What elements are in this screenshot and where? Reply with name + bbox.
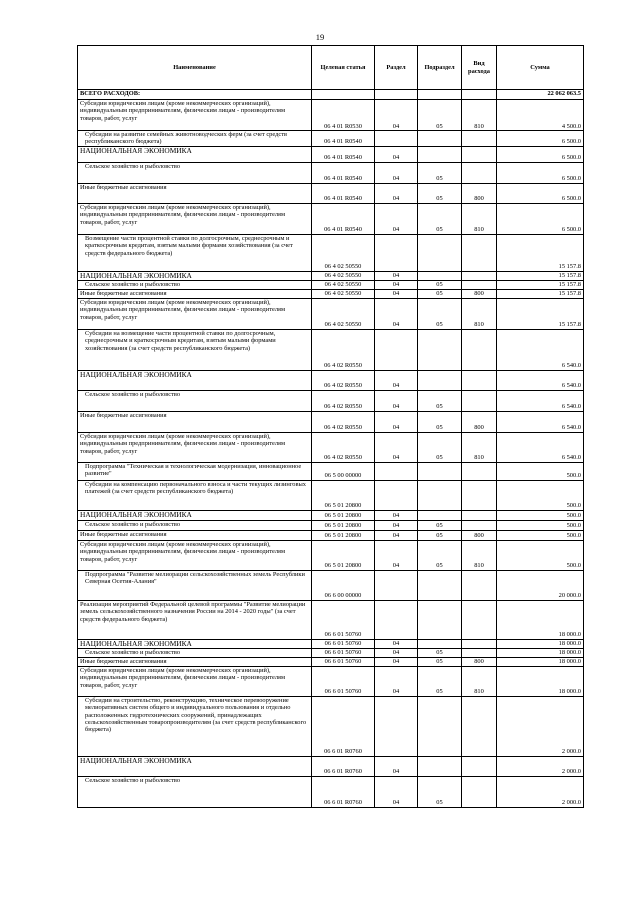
cell-expense-type [462, 146, 497, 162]
cell-target: 06 4 01 R0540 [312, 203, 375, 234]
table-row [78, 510, 584, 520]
cell-target: 06 6 01 50760 [312, 666, 375, 696]
cell-expense-type [462, 600, 497, 639]
cell-expense-type: 810 [462, 540, 497, 570]
cell-target: 06 6 01 50760 [312, 639, 375, 648]
cell-name: Сельское хозяйство и рыболовство [78, 162, 312, 183]
cell-section: 04 [375, 280, 418, 289]
table-row [78, 100, 584, 131]
cell-target: 06 6 01 50760 [312, 600, 375, 639]
cell-sum: 6 540.0 [497, 411, 584, 432]
cell-target: 06 4 02 R0550 [312, 329, 375, 370]
cell-subsection: 05 [418, 280, 462, 289]
header-name: Наименование [78, 46, 312, 90]
cell-subsection: 05 [418, 390, 462, 411]
cell-name: Сельское хозяйство и рыболовство [78, 520, 312, 530]
cell-section: 04 [375, 648, 418, 657]
cell-sum: 18 000.0 [497, 639, 584, 648]
cell-section: 04 [375, 203, 418, 234]
cell-expense-type: 810 [462, 100, 497, 131]
cell-sum: 500.0 [497, 530, 584, 540]
cell-subsection: 05 [418, 666, 462, 696]
cell-name: Иные бюджетные ассигнования [78, 183, 312, 203]
cell-sum: 2 000.0 [497, 696, 584, 756]
cell-subsection [418, 510, 462, 520]
cell-target: 06 6 01 R0760 [312, 776, 375, 807]
table-row [78, 234, 584, 271]
cell-subsection: 05 [418, 432, 462, 462]
cell-section: 04 [375, 510, 418, 520]
cell-section: 04 [375, 520, 418, 530]
table-row [78, 520, 584, 530]
cell-target: 06 5 01 20800 [312, 510, 375, 520]
cell-name: Иные бюджетные ассигнования [78, 530, 312, 540]
cell-name: Субсидии юридическим лицам (кроме некоммерческих организаций), индивидуальным предпринимателям, физическим лицам - производителям товаров, работ, услуг [78, 203, 312, 234]
cell-expense-type: 810 [462, 298, 497, 329]
cell-section: 04 [375, 162, 418, 183]
expenditure-table [77, 45, 584, 808]
cell-sum: 6 500.0 [497, 131, 584, 147]
cell-name: НАЦИОНАЛЬНАЯ ЭКОНОМИКА [78, 271, 312, 280]
cell-expense-type [462, 329, 497, 370]
cell-subsection [418, 146, 462, 162]
cell-name: Субсидии юридическим лицам (кроме некоммерческих организаций), индивидуальным предпринимателям, физическим лицам - производителям товаров, работ, услуг [78, 298, 312, 329]
cell-subsection: 05 [418, 776, 462, 807]
cell-expense-type: 800 [462, 289, 497, 298]
cell-expense-type: 810 [462, 666, 497, 696]
cell-sum: 500.0 [497, 480, 584, 510]
cell-name: НАЦИОНАЛЬНАЯ ЭКОНОМИКА [78, 639, 312, 648]
table-row [78, 390, 584, 411]
cell-name: Сельское хозяйство и рыболовство [78, 776, 312, 807]
cell-section: 04 [375, 370, 418, 390]
cell-section: 04 [375, 183, 418, 203]
table-row [78, 776, 584, 807]
cell-name: Сельское хозяйство и рыболовство [78, 648, 312, 657]
page-number: 19 [315, 32, 325, 42]
cell-section: 04 [375, 657, 418, 666]
table-row [78, 203, 584, 234]
cell-expense-type [462, 776, 497, 807]
cell-name: Иные бюджетные ассигнования [78, 657, 312, 666]
cell-section: 04 [375, 100, 418, 131]
cell-subsection [418, 696, 462, 756]
cell-subsection [418, 234, 462, 271]
cell-subsection [418, 570, 462, 600]
cell-subsection: 05 [418, 648, 462, 657]
table-row [78, 131, 584, 147]
cell-subsection: 05 [418, 100, 462, 131]
table-row [78, 329, 584, 370]
cell-subsection: 05 [418, 298, 462, 329]
cell-target: 06 4 02 50550 [312, 271, 375, 280]
cell-target: 06 6 01 R0760 [312, 696, 375, 756]
total-expense-type [462, 90, 497, 100]
cell-section: 04 [375, 540, 418, 570]
header-target: Целевая статья [312, 46, 375, 90]
cell-subsection [418, 271, 462, 280]
cell-subsection [418, 600, 462, 639]
cell-expense-type [462, 390, 497, 411]
cell-name: НАЦИОНАЛЬНАЯ ЭКОНОМИКА [78, 756, 312, 776]
cell-name: Реализация мероприятий Федеральной целевой программы "Развитие мелиорации земель сельскохозяйственного назначения России на 2014 - 2020 годы" (за счет средств федерального бюджета) [78, 600, 312, 639]
cell-name: Сельское хозяйство и рыболовство [78, 390, 312, 411]
cell-section: 04 [375, 530, 418, 540]
cell-sum: 15 157.8 [497, 289, 584, 298]
table-row [78, 540, 584, 570]
cell-name: Сельское хозяйство и рыболовство [78, 280, 312, 289]
cell-sum: 500.0 [497, 520, 584, 530]
cell-sum: 6 540.0 [497, 390, 584, 411]
cell-subsection [418, 639, 462, 648]
cell-subsection: 05 [418, 411, 462, 432]
cell-target: 06 5 01 20800 [312, 520, 375, 530]
cell-expense-type [462, 648, 497, 657]
cell-section: 04 [375, 271, 418, 280]
cell-section: 04 [375, 289, 418, 298]
cell-subsection: 05 [418, 289, 462, 298]
cell-name: Субсидии юридическим лицам (кроме некоммерческих организаций), индивидуальным предпринимателям, физическим лицам - производителям товаров, работ, услуг [78, 100, 312, 131]
cell-expense-type: 800 [462, 183, 497, 203]
cell-subsection: 05 [418, 540, 462, 570]
cell-name: Субсидии юридическим лицам (кроме некоммерческих организаций), индивидуальным предпринимателям, физическим лицам - производителям товаров, работ, услуг [78, 432, 312, 462]
cell-section: 04 [375, 390, 418, 411]
total-section [375, 90, 418, 100]
table-row [78, 280, 584, 289]
table-row [78, 432, 584, 462]
cell-sum: 15 157.8 [497, 298, 584, 329]
cell-name: Субсидии на развитие семейных животноводческих ферм (за счет средств республиканского бюджета) [78, 131, 312, 147]
cell-target: 06 6 01 50760 [312, 657, 375, 666]
cell-sum: 15 157.8 [497, 271, 584, 280]
cell-subsection: 05 [418, 530, 462, 540]
cell-name: Возмещение части процентной ставки по долгосрочным, среднесрочным и краткосрочным кредитам, взятым малыми формами хозяйствования (за счет средств федерального бюджета) [78, 234, 312, 271]
cell-target: 06 5 01 20800 [312, 540, 375, 570]
cell-expense-type [462, 570, 497, 600]
cell-sum: 6 540.0 [497, 329, 584, 370]
header-subsection: Подраздел [418, 46, 462, 90]
cell-expense-type [462, 162, 497, 183]
cell-sum: 500.0 [497, 462, 584, 480]
cell-name: Субсидии юридическим лицам (кроме некоммерческих организаций), индивидуальным предпринимателям, физическим лицам - производителям товаров, работ, услуг [78, 540, 312, 570]
cell-sum: 18 000.0 [497, 666, 584, 696]
total-target [312, 90, 375, 100]
cell-section [375, 480, 418, 510]
cell-section: 04 [375, 432, 418, 462]
cell-name: Подпрограмма "Развитие мелиорации сельскохозяйственных земель Республики Северная Осетия-Алания" [78, 570, 312, 600]
table-row [78, 756, 584, 776]
cell-target: 06 4 02 50550 [312, 280, 375, 289]
cell-name: Иные бюджетные ассигнования [78, 411, 312, 432]
total-label: ВСЕГО РАСХОДОВ: [78, 90, 312, 100]
cell-name: Субсидии на строительство, реконструкцию, техническое перевооружение мелиоративных систем общего и индивидуального пользования и отдельно расположенных гидротехнических сооружений, принадлежащих сельскохозяйственным товаропроизводителям (за счет средств республиканского бюджета) [78, 696, 312, 756]
cell-sum: 6 500.0 [497, 162, 584, 183]
cell-expense-type [462, 696, 497, 756]
cell-sum: 6 500.0 [497, 183, 584, 203]
table-row [78, 666, 584, 696]
cell-target: 06 4 02 50550 [312, 298, 375, 329]
table-row [78, 530, 584, 540]
cell-sum: 6 540.0 [497, 370, 584, 390]
cell-subsection: 05 [418, 162, 462, 183]
table-row [78, 657, 584, 666]
cell-sum: 20 000.0 [497, 570, 584, 600]
cell-name: Субсидии на компенсацию первоначального взноса и части текущих лизинговых платежей (за счет средств республиканского бюджета) [78, 480, 312, 510]
cell-expense-type: 800 [462, 411, 497, 432]
cell-expense-type [462, 756, 497, 776]
cell-section: 04 [375, 776, 418, 807]
cell-target: 06 4 02 R0550 [312, 390, 375, 411]
cell-name: НАЦИОНАЛЬНАЯ ЭКОНОМИКА [78, 370, 312, 390]
cell-target: 06 4 02 R0550 [312, 432, 375, 462]
cell-sum: 18 000.0 [497, 657, 584, 666]
cell-target: 06 4 02 50550 [312, 234, 375, 271]
cell-expense-type [462, 271, 497, 280]
total-sum: 22 062 063.5 [497, 90, 584, 100]
cell-subsection [418, 370, 462, 390]
cell-target: 06 5 00 00000 [312, 462, 375, 480]
cell-section: 04 [375, 756, 418, 776]
cell-subsection [418, 329, 462, 370]
table-row [78, 696, 584, 756]
cell-expense-type [462, 510, 497, 520]
cell-expense-type [462, 462, 497, 480]
cell-sum: 4 500.0 [497, 100, 584, 131]
table-row [78, 570, 584, 600]
cell-expense-type: 800 [462, 657, 497, 666]
table-row [78, 183, 584, 203]
cell-target: 06 6 01 50760 [312, 648, 375, 657]
cell-section [375, 696, 418, 756]
cell-sum: 18 000.0 [497, 600, 584, 639]
cell-expense-type [462, 280, 497, 289]
cell-expense-type [462, 639, 497, 648]
header-expense-type: Вид расхода [462, 46, 497, 90]
cell-expense-type [462, 131, 497, 147]
cell-section: 04 [375, 298, 418, 329]
cell-subsection [418, 756, 462, 776]
cell-sum: 15 157.8 [497, 234, 584, 271]
cell-expense-type [462, 480, 497, 510]
table-row [78, 639, 584, 648]
cell-target: 06 5 01 20800 [312, 480, 375, 510]
cell-section [375, 131, 418, 147]
cell-subsection [418, 131, 462, 147]
table-row [78, 271, 584, 280]
cell-expense-type: 800 [462, 530, 497, 540]
cell-sum: 6 500.0 [497, 203, 584, 234]
header-section: Раздел [375, 46, 418, 90]
cell-target: 06 6 01 R0760 [312, 756, 375, 776]
cell-subsection: 05 [418, 203, 462, 234]
cell-sum: 6 540.0 [497, 432, 584, 462]
table-row [78, 289, 584, 298]
table-row [78, 462, 584, 480]
cell-target: 06 4 01 R0540 [312, 162, 375, 183]
cell-section [375, 570, 418, 600]
cell-sum: 2 000.0 [497, 776, 584, 807]
cell-section [375, 600, 418, 639]
table-row [78, 298, 584, 329]
cell-target: 06 5 01 20800 [312, 530, 375, 540]
cell-expense-type [462, 520, 497, 530]
cell-name: НАЦИОНАЛЬНАЯ ЭКОНОМИКА [78, 510, 312, 520]
cell-section: 04 [375, 639, 418, 648]
cell-target: 06 4 01 R0530 [312, 100, 375, 131]
cell-sum: 500.0 [497, 510, 584, 520]
cell-name: Субсидии юридическим лицам (кроме некоммерческих организаций), индивидуальным предпринимателям, физическим лицам - производителям товаров, работ, услуг [78, 666, 312, 696]
total-row [78, 90, 584, 100]
cell-section: 04 [375, 411, 418, 432]
cell-target: 06 4 02 50550 [312, 289, 375, 298]
cell-expense-type [462, 234, 497, 271]
cell-target: 06 4 01 R0540 [312, 183, 375, 203]
cell-target: 06 4 02 R0550 [312, 370, 375, 390]
cell-name: Иные бюджетные ассигнования [78, 289, 312, 298]
cell-subsection [418, 480, 462, 510]
cell-name: Субсидии на возмещение части процентной ставки по долгосрочным, среднесрочным и краткосрочным кредитам, взятым малыми формами хозяйствования (за счет средств республиканского бюджета) [78, 329, 312, 370]
cell-expense-type: 810 [462, 203, 497, 234]
cell-section [375, 462, 418, 480]
table-row [78, 370, 584, 390]
cell-name: Подпрограмма "Техническая и технологическая модернизация, инновационное развитие" [78, 462, 312, 480]
table-header-row [78, 46, 584, 90]
cell-expense-type [462, 370, 497, 390]
cell-sum: 2 000.0 [497, 756, 584, 776]
cell-section: 04 [375, 146, 418, 162]
cell-name: НАЦИОНАЛЬНАЯ ЭКОНОМИКА [78, 146, 312, 162]
total-subsection [418, 90, 462, 100]
cell-sum: 6 500.0 [497, 146, 584, 162]
cell-target: 06 4 01 R0540 [312, 131, 375, 147]
table-row [78, 480, 584, 510]
cell-subsection: 05 [418, 520, 462, 530]
header-sum: Сумма [497, 46, 584, 90]
table-row [78, 146, 584, 162]
table-row [78, 162, 584, 183]
cell-subsection [418, 462, 462, 480]
cell-section: 04 [375, 666, 418, 696]
cell-sum: 15 157.8 [497, 280, 584, 289]
table-row [78, 648, 584, 657]
cell-sum: 18 000.0 [497, 648, 584, 657]
cell-target: 06 6 00 00000 [312, 570, 375, 600]
table-row [78, 600, 584, 639]
cell-subsection: 05 [418, 657, 462, 666]
cell-target: 06 4 02 R0550 [312, 411, 375, 432]
cell-section [375, 234, 418, 271]
cell-subsection: 05 [418, 183, 462, 203]
table-row [78, 411, 584, 432]
cell-expense-type: 810 [462, 432, 497, 462]
cell-sum: 500.0 [497, 540, 584, 570]
cell-section [375, 329, 418, 370]
cell-target: 06 4 01 R0540 [312, 146, 375, 162]
